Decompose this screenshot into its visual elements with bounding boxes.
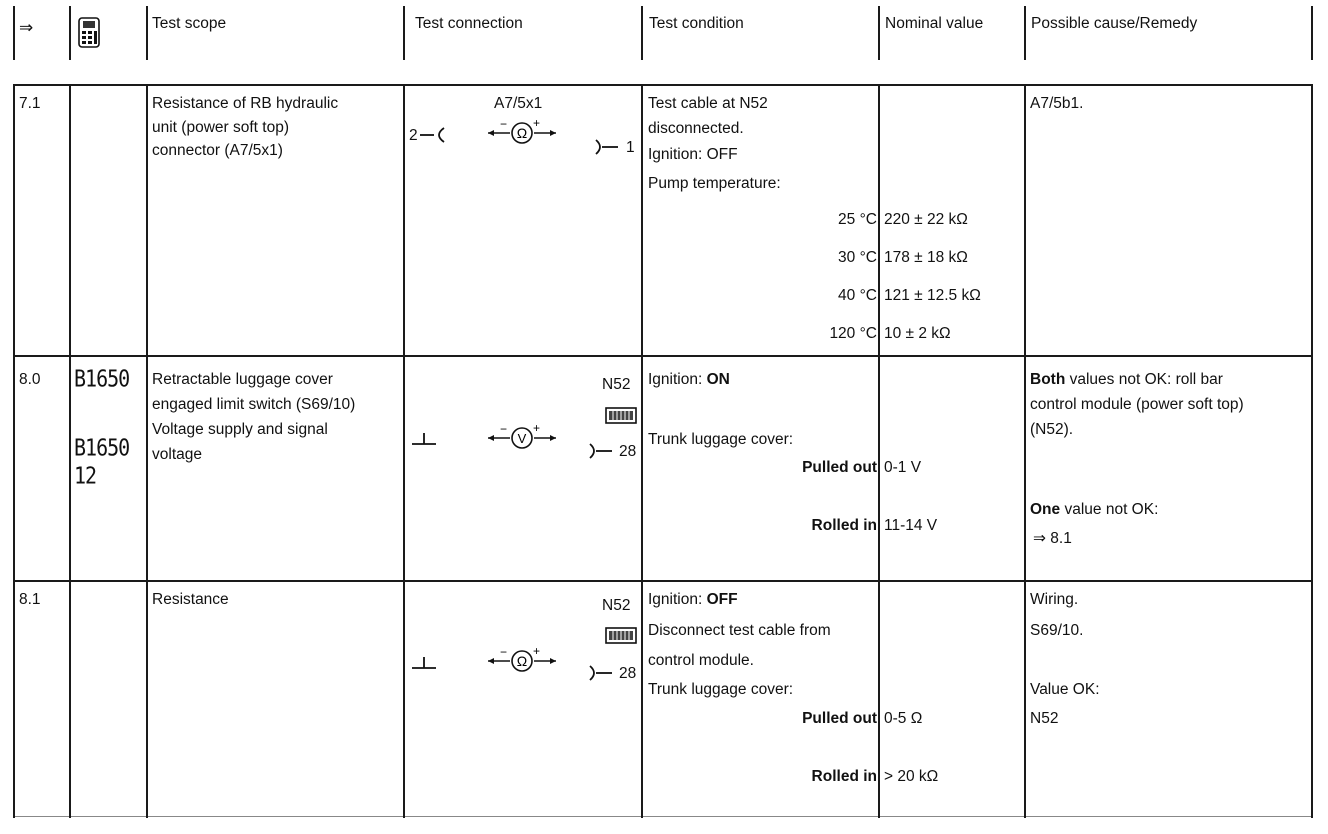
- pin-right-icon: [594, 138, 624, 156]
- remedy-line: S69/10.: [1030, 622, 1084, 639]
- remedy-text: values not OK: roll bar: [1065, 371, 1223, 388]
- control-module-icon: [605, 625, 639, 647]
- remedy-line: control module (power soft top): [1030, 396, 1244, 413]
- remedy-line: Wiring.: [1030, 591, 1079, 608]
- socket-left-icon: [420, 126, 450, 144]
- remedy-line: (N52).: [1030, 421, 1074, 438]
- test-scope-line: voltage: [152, 446, 202, 463]
- nominal-value: 121 ± 12.5 kΩ: [884, 287, 981, 304]
- remedy-line: [1030, 371, 1223, 389]
- connector-label: A7/5x1: [494, 95, 543, 112]
- test-scope-line: unit (power soft top): [152, 119, 289, 136]
- fault-code-suffix: 12: [74, 461, 97, 490]
- ohmmeter-icon: [488, 646, 558, 676]
- test-scope-line: Retractable luggage cover: [152, 371, 333, 388]
- svg-text:+: +: [533, 644, 541, 658]
- temperature: 40 °C: [838, 287, 877, 304]
- nominal-value: 0-5 Ω: [884, 710, 923, 727]
- meter-symbol: Ω: [516, 653, 528, 669]
- voltmeter-icon: [488, 423, 558, 453]
- nominal-value: 220 ± 22 kΩ: [884, 211, 968, 228]
- test-scope-line: Resistance of RB hydraulic: [152, 95, 339, 112]
- condition-line: Trunk luggage cover:: [648, 431, 794, 448]
- fault-code: B1650: [74, 364, 130, 393]
- ignition-state: OFF: [706, 591, 738, 608]
- test-scope-line: connector (A7/5x1): [152, 142, 283, 159]
- svg-text:+: +: [533, 421, 541, 435]
- condition-line: control module.: [648, 652, 754, 669]
- remedy-line: ⇒ 8.1: [1033, 530, 1072, 547]
- svg-text:−: −: [500, 645, 508, 659]
- header-test-scope: Test scope: [152, 15, 227, 32]
- condition-line: disconnected.: [648, 120, 744, 137]
- fault-code: B1650: [74, 433, 130, 462]
- position-label: Rolled in: [811, 517, 877, 534]
- ground-symbol-icon: [410, 654, 440, 674]
- header-test-condition: Test condition: [649, 15, 744, 32]
- svg-text:−: −: [500, 422, 508, 436]
- nominal-value: 11-14 V: [884, 517, 938, 534]
- nominal-value: 0-1 V: [884, 459, 922, 476]
- header-remedy: Possible cause/Remedy: [1031, 15, 1198, 32]
- test-scope-line: Voltage supply and signal: [152, 421, 328, 438]
- position-label: Pulled out: [802, 710, 877, 727]
- position-label: Rolled in: [811, 768, 877, 785]
- temperature: 25 °C: [838, 211, 877, 228]
- nominal-value: 178 ± 18 kΩ: [884, 249, 968, 266]
- temperature: 30 °C: [838, 249, 877, 266]
- header-arrow: ⇒: [19, 18, 34, 37]
- ignition-state: ON: [706, 371, 730, 388]
- condition-line: [648, 591, 738, 609]
- ignition-label: Ignition:: [648, 371, 707, 388]
- remedy-line: N52: [1030, 710, 1059, 727]
- meter-symbol: Ω: [516, 125, 528, 141]
- remedy-emphasis: Both: [1030, 371, 1066, 388]
- module-label: N52: [602, 376, 631, 393]
- meter-symbol: V: [517, 431, 527, 446]
- temperature: 120 °C: [829, 325, 877, 342]
- header-nominal-value: Nominal value: [885, 15, 984, 32]
- position-label: Pulled out: [802, 459, 877, 476]
- step-number: 7.1: [19, 95, 41, 112]
- step-number: 8.0: [19, 371, 41, 388]
- condition-line: Trunk luggage cover:: [648, 681, 794, 698]
- test-scope-line: engaged limit switch (S69/10): [152, 396, 356, 413]
- pin-right: 1: [626, 139, 635, 156]
- condition-line: Disconnect test cable from: [648, 622, 831, 639]
- condition-line: [648, 371, 730, 389]
- svg-text:+: +: [533, 116, 541, 130]
- ground-symbol-icon: [410, 430, 440, 450]
- step-number: 8.1: [19, 591, 41, 608]
- remedy: A7/5b1.: [1030, 95, 1084, 112]
- pin-left: 2: [409, 127, 418, 144]
- pin-number: 28: [619, 443, 637, 460]
- header-test-connection: Test connection: [415, 15, 523, 32]
- svg-text:−: −: [500, 117, 508, 131]
- control-module-icon: [605, 405, 639, 427]
- remedy-emphasis: One: [1030, 501, 1061, 518]
- remedy-line: Value OK:: [1030, 681, 1100, 698]
- remedy-line: [1030, 501, 1158, 519]
- remedy-text: value not OK:: [1060, 501, 1159, 518]
- tester-device-icon: [78, 17, 102, 49]
- condition-line: Ignition: OFF: [648, 146, 738, 163]
- pin-number: 28: [619, 665, 637, 682]
- pin-right-icon: [588, 442, 618, 460]
- module-label: N52: [602, 597, 631, 614]
- ignition-label: Ignition:: [648, 591, 707, 608]
- nominal-value: 10 ± 2 kΩ: [884, 325, 951, 342]
- condition-line: Test cable at N52: [648, 95, 768, 112]
- ohmmeter-icon: [488, 118, 558, 148]
- pin-right-icon: [588, 664, 618, 682]
- condition-line: Pump temperature:: [648, 175, 781, 192]
- nominal-value: > 20 kΩ: [884, 768, 939, 785]
- test-scope-line: Resistance: [152, 591, 229, 608]
